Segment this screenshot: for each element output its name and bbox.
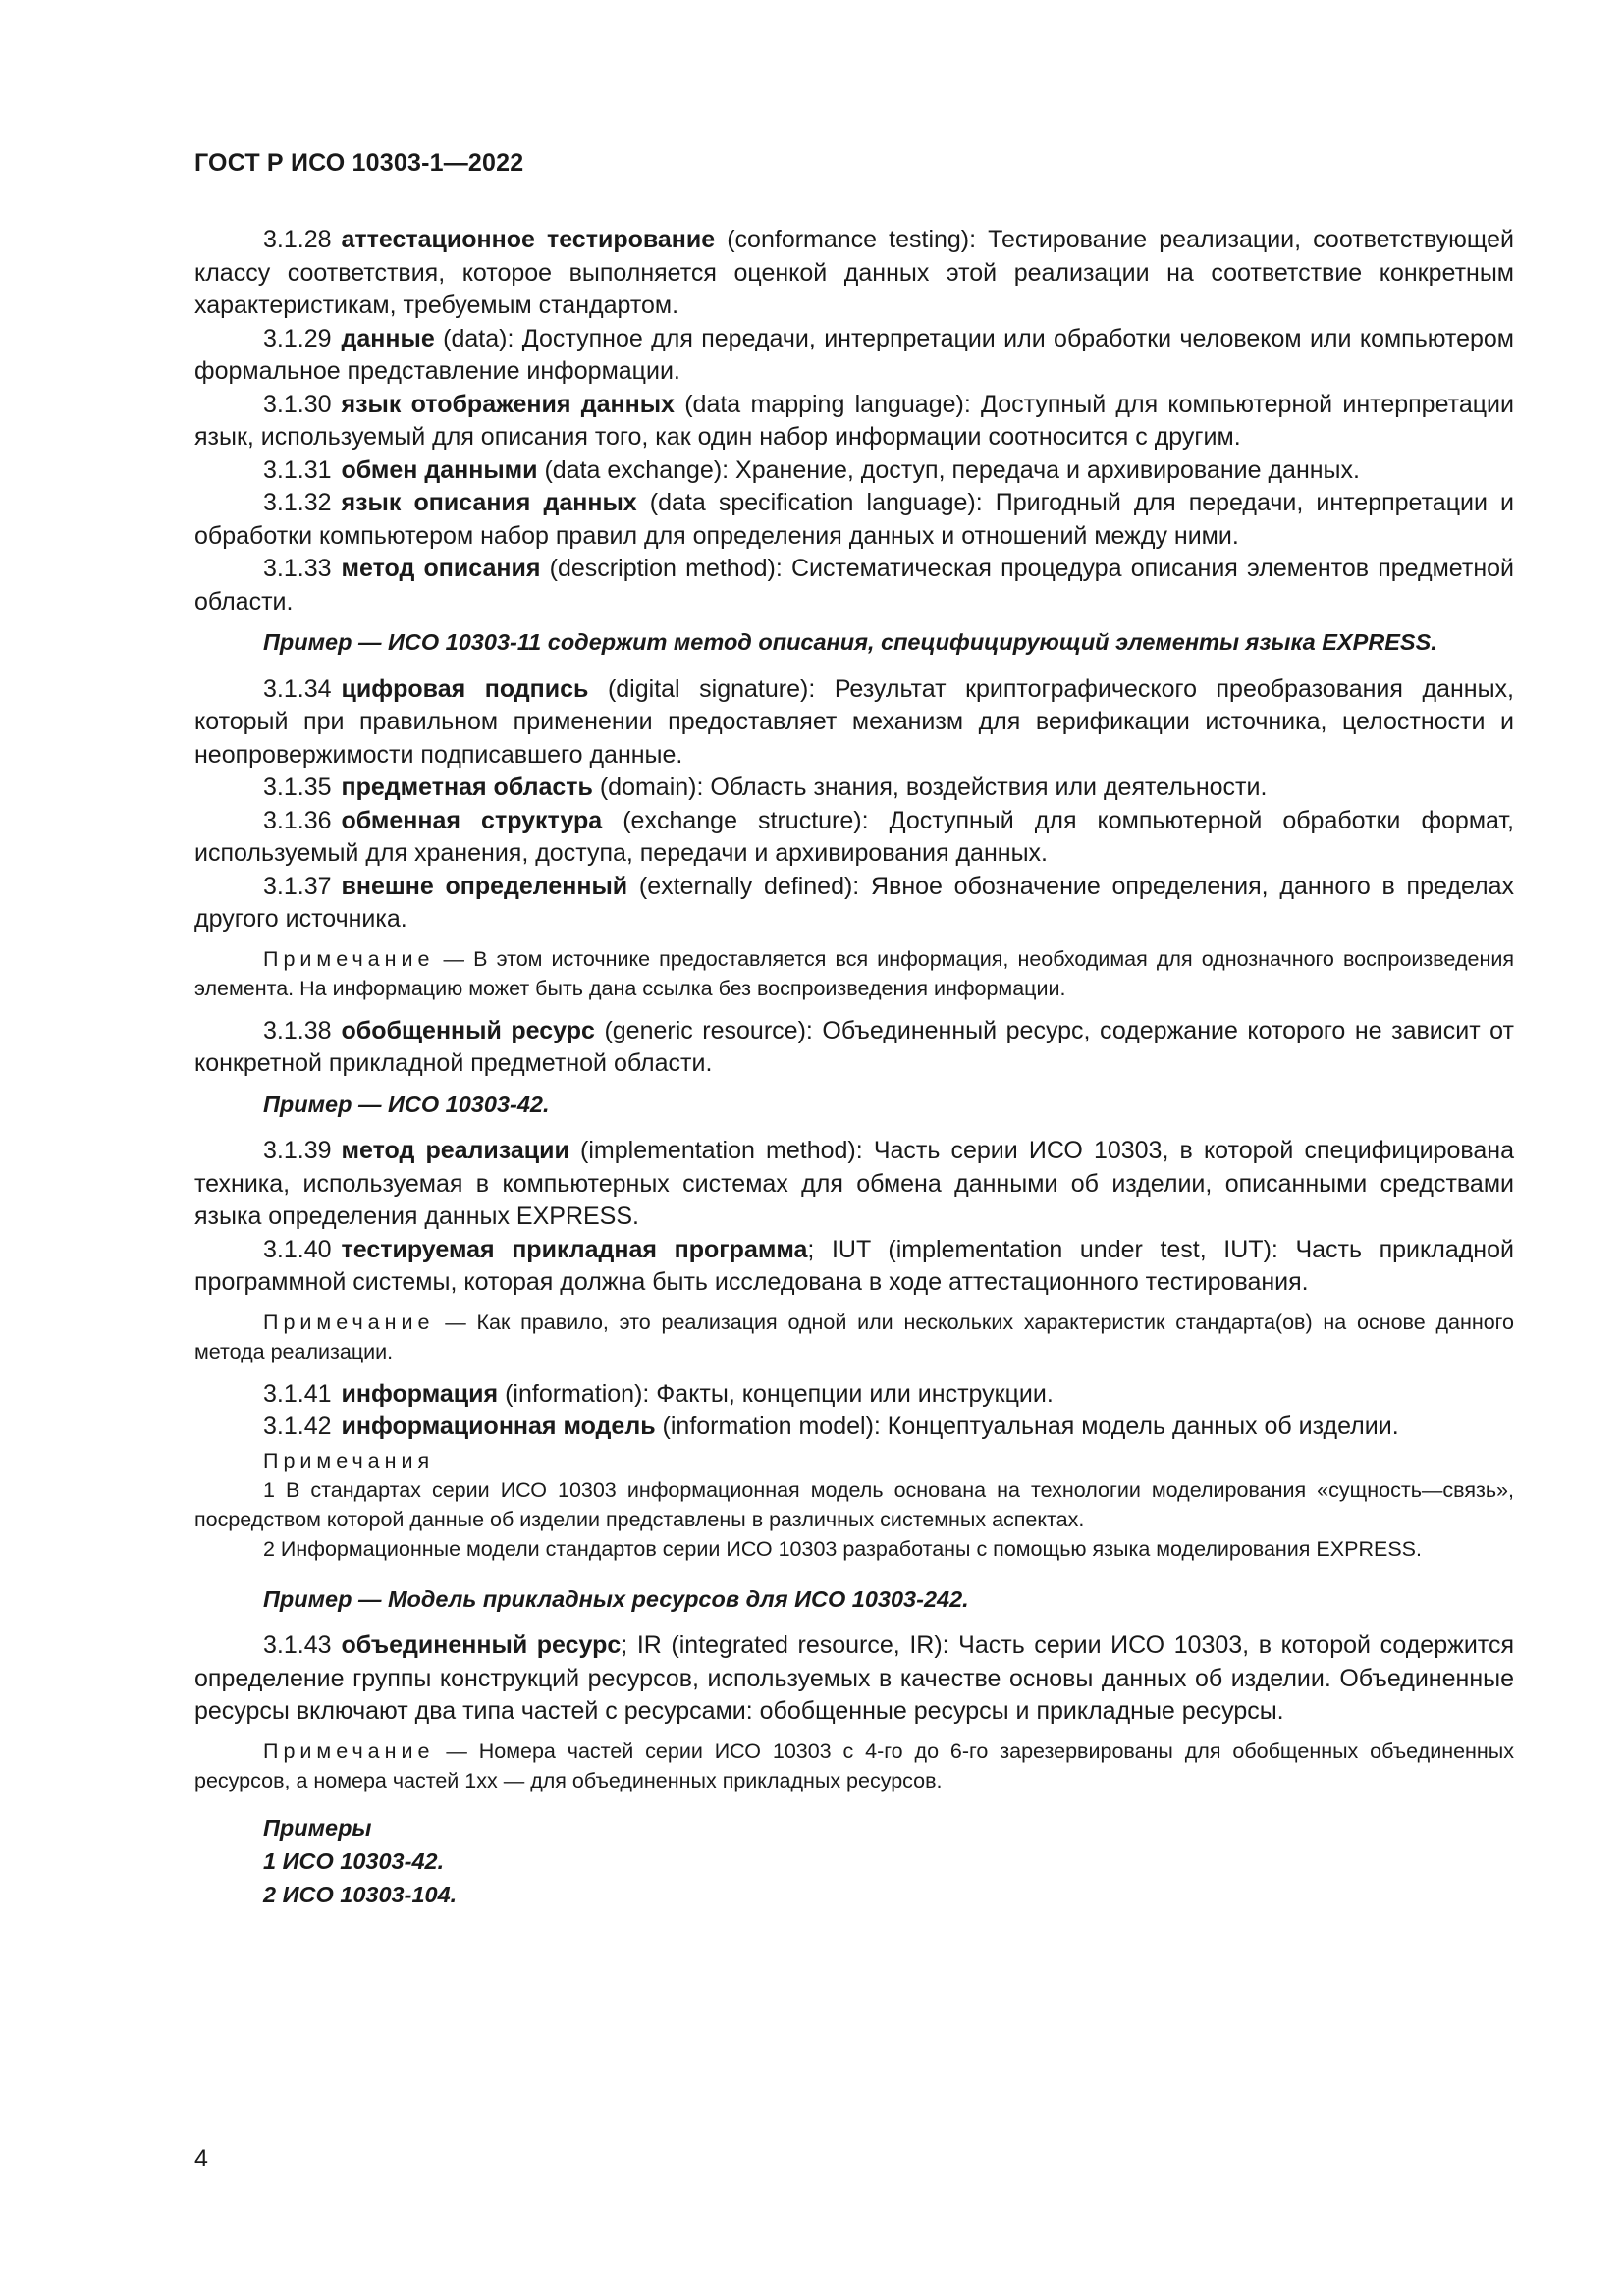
term-3-1-32 (194, 487, 1514, 553)
examples-heading: Примеры (263, 1814, 372, 1841)
term-name: данные (341, 324, 435, 352)
term-number: 3.1.42 (263, 1413, 332, 1440)
term-name: метод реализации (341, 1137, 569, 1164)
term-definition: (data specification language): Пригодный для передачи, интерпретации и обработки компьютером набор правил для определения данных и отношений между ними. (194, 489, 1515, 550)
term-3-1-35 (194, 772, 1514, 805)
example-description-method: Пример — ИСО 10303-11 содержит метод описания, специфицирующий элементы языка EXPRESS. (263, 629, 1437, 655)
term-name: объединенный ресурс (341, 1631, 622, 1659)
note-text: — В этом источнике предоставляется вся информация, необходимая для однозначного воспроизведения элемента. На информацию может быть дана ссылка без воспроизведения информации. (194, 946, 1514, 1000)
note-text: — Номера частей серии ИСО 10303 с 4-го до 6-го зарезервированы для обобщенных объединенных ресурсов, а номера частей 1хх — для объединенных прикладных ресурсов. (194, 1738, 1514, 1792)
term-number: 3.1.38 (263, 1016, 332, 1044)
term-number: 3.1.35 (263, 774, 332, 801)
note-label: Примечание (263, 1309, 435, 1334)
term-definition: (data): Доступное для передачи, интерпретации или обработки человеком или компьютером формальное представление информации. (194, 324, 1514, 385)
notes-heading: Примечания (263, 1448, 435, 1472)
example-information-model: Пример — Модель прикладных ресурсов для ИСО 10303-242. (263, 1585, 969, 1612)
term-definition: (information): Факты, концепции или инструкции. (498, 1379, 1054, 1408)
term-name: информация (341, 1379, 499, 1408)
note-integrated-resource (194, 1736, 1514, 1795)
example-generic-resource: Пример — ИСО 10303-42. (263, 1091, 550, 1117)
term-3-1-31 (194, 454, 1514, 488)
note-item-2: 2 Информационные модели стандартов серии ИСО 10303 разработаны с помощью языка моделирования EXPRESS. (263, 1536, 1422, 1561)
term-definition: (externally defined): Явное обозначение определения, данного в пределах другого источника. (194, 872, 1515, 933)
term-name: обменная структура (341, 806, 603, 834)
term-number: 3.1.31 (263, 455, 332, 484)
note-label: Примечание (263, 1738, 435, 1763)
note-iut (194, 1308, 1514, 1366)
term-number: 3.1.43 (263, 1631, 332, 1659)
term-name: предметная область (341, 774, 593, 801)
note-externally-defined (194, 944, 1514, 1003)
term-definition: (data mapping language): Доступный для компьютерной интерпретации язык, используемый для описания того, как один набор информации соотносится с другим. (194, 390, 1514, 451)
term-definition: (digital signature): Результат криптографического преобразования данных, который при правильном применении предоставляет механизм для верификации источника, целостности и неопровержимости подписавшего данные. (194, 674, 1514, 769)
term-3-1-37 (194, 871, 1514, 936)
example-item-1: 1 ИСО 10303-42. (263, 1847, 445, 1874)
term-definition: ; IR (integrated resource, IR): Часть серии ИСО 10303, в которой содержится определение группы конструкций ресурсов, используемых в качестве основы данных об изделии. Объединенные ресурсы включают два типа частей с ресурсами: обобщенные ресурсы и прикладные ресурсы. (194, 1631, 1514, 1725)
term-name: цифровая подпись (341, 674, 589, 703)
term-number: 3.1.40 (263, 1235, 332, 1263)
term-definition: (data exchange): Хранение, доступ, передача и архивирование данных. (537, 455, 1360, 484)
note-label: Примечание (263, 946, 435, 971)
term-3-1-41 (194, 1378, 1514, 1412)
document-body (194, 224, 1514, 1911)
term-definition: (description method): Систематическая процедура описания элементов предметной области. (194, 555, 1514, 615)
term-name: обмен данными (341, 455, 538, 484)
term-3-1-34 (194, 673, 1514, 773)
term-definition: (implementation method): Часть серии ИСО 10303, в которой специфицирована техника, используемая в компьютерных системах для обмена данными об изделии, описанными средствами языка определения данных EXPRESS. (194, 1137, 1514, 1230)
page-header: ГОСТ Р ИСО 10303-1—2022 (194, 149, 524, 177)
term-definition: (generic resource): Объединенный ресурс, содержание которого не зависит от конкретной прикладной предметной области. (194, 1016, 1514, 1077)
term-name: обобщенный ресурс (341, 1016, 595, 1044)
term-number: 3.1.33 (263, 555, 332, 582)
term-3-1-38 (194, 1015, 1514, 1081)
term-number: 3.1.30 (263, 390, 332, 418)
term-number: 3.1.34 (263, 674, 332, 703)
term-name: тестируемая прикладная программа (341, 1235, 808, 1263)
term-name: язык отображения данных (341, 390, 675, 418)
term-3-1-36 (194, 805, 1514, 871)
term-definition: (information model): Концептуальная модель данных об изделии. (655, 1413, 1399, 1440)
term-3-1-33 (194, 553, 1514, 618)
note-item-1: 1 В стандартах серии ИСО 10303 информационная модель основана на технологии моделирования «сущность—связь», посредством которой данные об изделии представлены в различных системных аспектах. (194, 1477, 1514, 1531)
term-definition: (domain): Область знания, воздействия или деятельности. (592, 774, 1268, 801)
term-3-1-43 (194, 1629, 1514, 1729)
term-definition: (conformance testing): Тестирование реализации, соответствующей классу соответствия, которое выполняется оценкой данных этой реализации на соответствие конкретным характеристикам, требуемым стандартом. (194, 226, 1514, 319)
note-text: — Как правило, это реализация одной или нескольких характеристик стандарта(ов) на основе данного метода реализации. (194, 1309, 1514, 1363)
term-3-1-40 (194, 1234, 1514, 1300)
term-definition: (exchange structure): Доступный для компьютерной обработки формат, используемый для хранения, доступа, передачи и архивирования данных. (194, 806, 1514, 867)
page-number: 4 (194, 2145, 208, 2172)
term-number: 3.1.32 (263, 489, 332, 516)
term-name: внешне определенный (341, 872, 628, 900)
term-3-1-29 (194, 323, 1514, 389)
term-definition: ; IUT (implementation under test, IUT): Часть прикладной программной системы, которая должна быть исследована в ходе аттестационного тестирования. (194, 1235, 1514, 1296)
term-3-1-42 (194, 1411, 1514, 1444)
term-name: информационная модель (341, 1413, 656, 1440)
term-number: 3.1.37 (263, 872, 332, 900)
term-name: аттестационное тестирование (341, 226, 716, 253)
term-number: 3.1.39 (263, 1137, 332, 1164)
term-name: метод описания (341, 555, 541, 582)
term-number: 3.1.28 (263, 226, 332, 253)
example-item-2: 2 ИСО 10303-104. (263, 1881, 458, 1907)
term-number: 3.1.41 (263, 1379, 332, 1408)
term-number: 3.1.29 (263, 324, 332, 352)
term-3-1-39 (194, 1135, 1514, 1234)
term-3-1-28 (194, 224, 1514, 323)
term-3-1-30 (194, 389, 1514, 454)
term-number: 3.1.36 (263, 806, 332, 834)
term-name: язык описания данных (341, 489, 637, 516)
